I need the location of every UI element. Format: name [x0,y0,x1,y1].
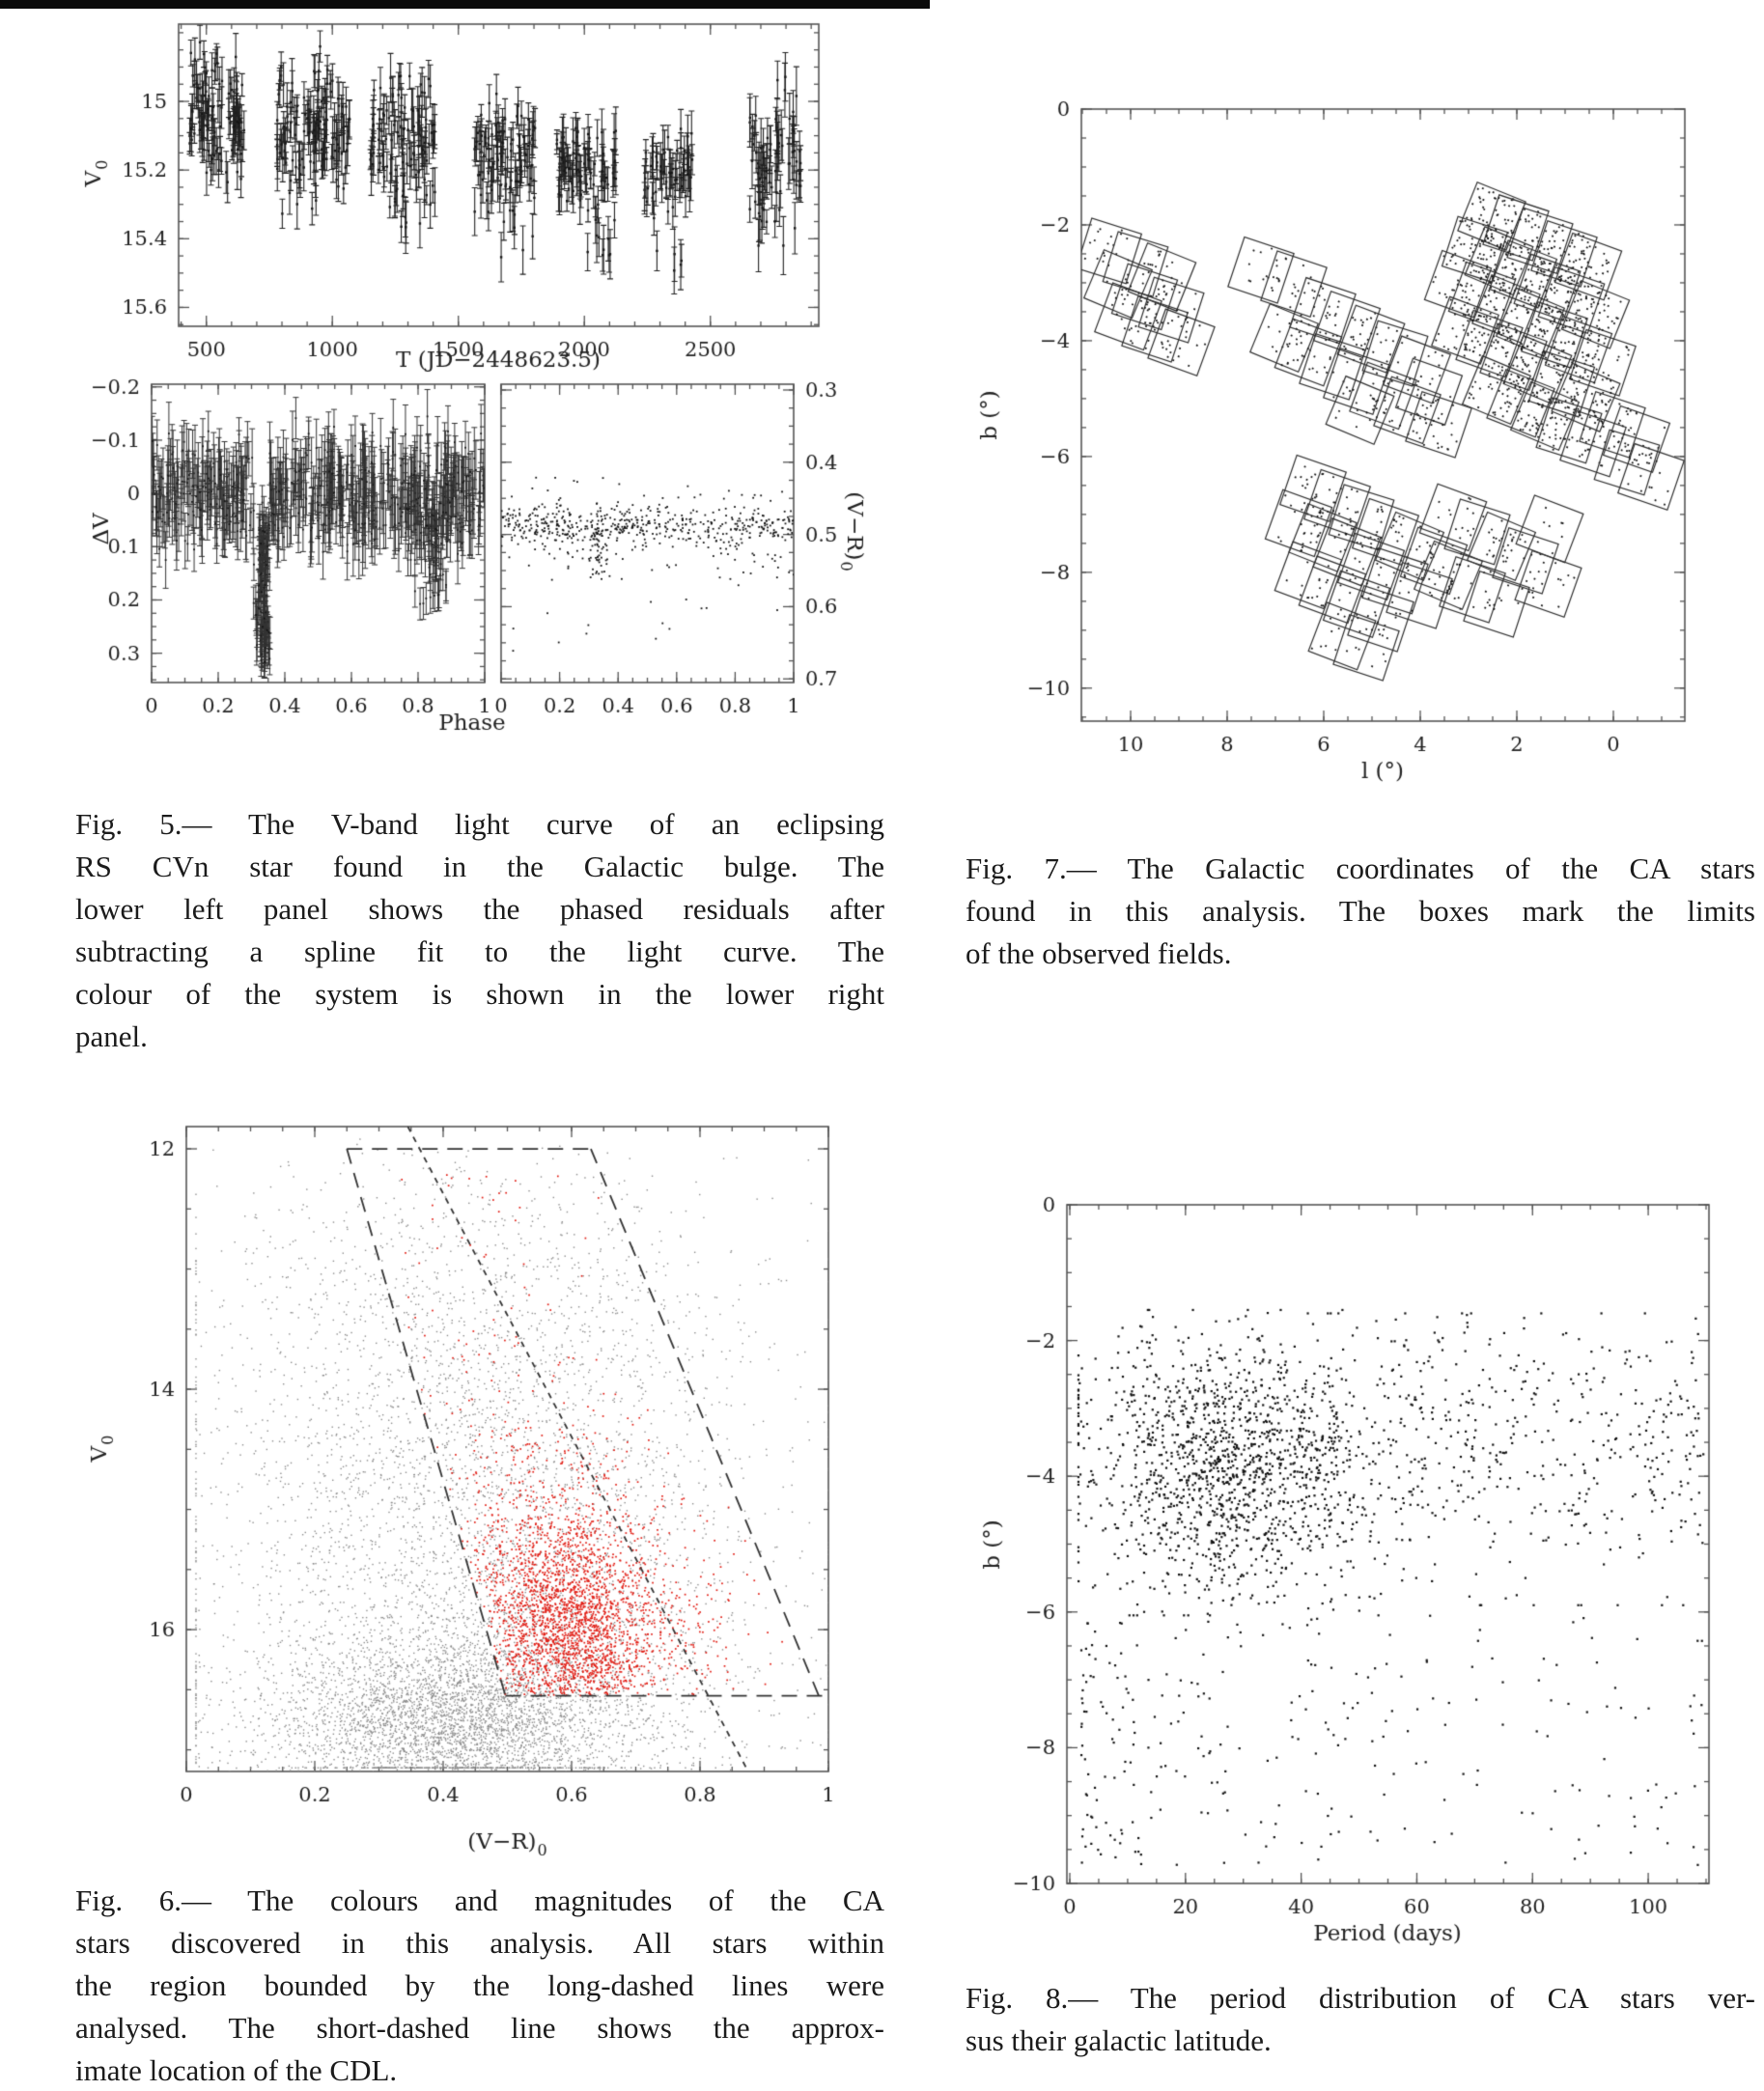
fig5-light-curve-plot [75,8,881,770]
fig5-caption-line: panel. [75,1019,148,1053]
fig6-colour-magnitude-plot [75,1081,881,1931]
fig7-caption-line: of the observed fields. [966,936,1232,970]
fig8-caption-line: Fig. 8.— The period distribution of CA stars ver- [966,1981,1755,2015]
fig7-galactic-coordinates-plot [956,77,1757,811]
fig8-caption [966,1977,1755,2062]
fig8-caption-line: sus their galactic latitude. [966,2023,1272,2057]
fig5-caption-line: Fig. 5.— The V-band light curve of an eclipsing [75,807,884,841]
fig7-caption [966,848,1755,975]
fig6-caption [75,1880,884,2091]
fig7-caption-line: found in this analysis. The boxes mark the limits [966,894,1755,928]
fig6-caption-line: analysed. The short-dashed line shows the approx- [75,2011,884,2045]
fig5-caption-line: lower left panel shows the phased residuals after [75,892,884,926]
fig7-caption-line: Fig. 7.— The Galactic coordinates of the CA stars [966,851,1755,885]
fig6-caption-line: imate location of the CDL. [75,2053,398,2087]
fig5-caption [75,803,884,1058]
fig6-caption-line: the region bounded by the long-dashed lines were [75,1968,884,2002]
fig5-caption-line: RS CVn star found in the Galactic bulge. The [75,850,884,883]
fig5-caption-line: colour of the system is shown in the lower right [75,977,884,1011]
fig6-caption-line: stars discovered in this analysis. All stars within [75,1926,884,1960]
fig5-caption-line: subtracting a spline fit to the light curve. The [75,934,884,968]
fig6-caption-line: Fig. 6.— The colours and magnitudes of the CA [75,1883,884,1917]
fig8-period-latitude-plot [956,1139,1757,1969]
